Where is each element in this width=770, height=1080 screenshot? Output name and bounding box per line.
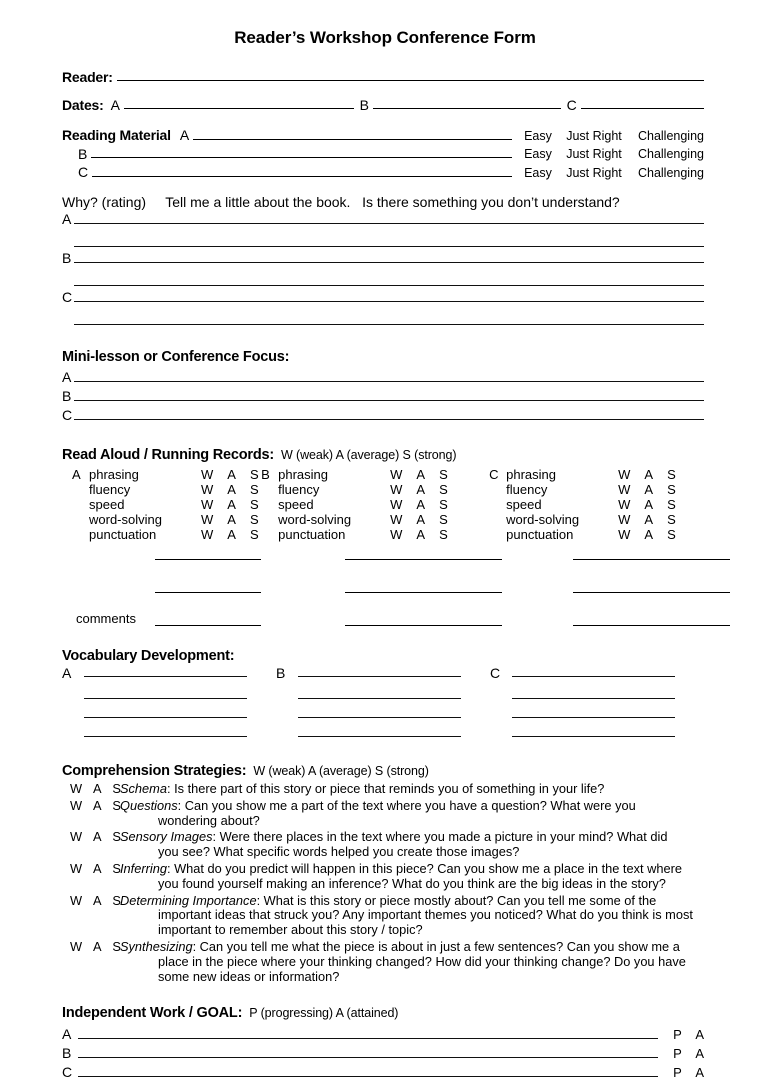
read-aloud-rating-was[interactable]: W A S bbox=[618, 482, 679, 498]
read-aloud-rating-was[interactable]: W A S bbox=[201, 527, 262, 543]
comprehension-strategy-question: What is this story or piece mostly about? Can you tell me some of the bbox=[260, 892, 657, 908]
vocabulary-input-line[interactable] bbox=[512, 697, 675, 699]
vocabulary-input-line[interactable] bbox=[512, 675, 675, 677]
vocabulary-input-line[interactable] bbox=[84, 697, 247, 699]
spacer bbox=[72, 497, 89, 512]
read-aloud-item bbox=[72, 497, 261, 512]
comprehension-strategy-name: Schema bbox=[120, 781, 167, 797]
option-challenging-b[interactable]: Challenging bbox=[637, 147, 704, 162]
reading-material-row-c bbox=[62, 165, 704, 180]
dates-input-line-b[interactable] bbox=[373, 107, 561, 109]
why-input-line-b1[interactable] bbox=[74, 261, 704, 263]
comprehension-strategy-synthesizing bbox=[62, 940, 704, 984]
read-aloud-comment-line[interactable] bbox=[345, 577, 502, 593]
spacer bbox=[155, 560, 261, 577]
why-row-c2 bbox=[62, 323, 704, 327]
reading-material-options-a bbox=[518, 129, 704, 143]
comprehension-strategy-question: Can you show me a part of the text where you have a question? What were you bbox=[181, 797, 636, 813]
vocabulary-column-c bbox=[490, 666, 704, 740]
read-aloud-rating-was[interactable]: W A S bbox=[618, 527, 679, 543]
why-input-line-b2[interactable] bbox=[74, 284, 704, 286]
why-input-line-c2[interactable] bbox=[74, 323, 704, 325]
option-easy-c[interactable]: Easy bbox=[524, 166, 552, 181]
read-aloud-columns bbox=[62, 467, 704, 626]
spacer bbox=[489, 512, 506, 527]
read-aloud-rating-was[interactable]: W A S bbox=[618, 467, 679, 483]
vocabulary-input-line[interactable] bbox=[84, 675, 247, 677]
vocabulary-extra-lines-b bbox=[276, 697, 490, 737]
vocabulary-input-line[interactable] bbox=[298, 716, 461, 718]
spacer bbox=[62, 226, 704, 245]
read-aloud-criterion-label: punctuation bbox=[278, 527, 346, 543]
mini-lesson-row-c bbox=[62, 408, 704, 422]
read-aloud-item bbox=[72, 482, 261, 497]
comprehension-rating-was[interactable]: W A S bbox=[70, 892, 123, 908]
read-aloud-comment-lines-b bbox=[261, 544, 489, 626]
option-just-right-a[interactable]: Just Right bbox=[566, 128, 622, 143]
comprehension-strategy-text bbox=[120, 782, 704, 797]
option-just-right-c[interactable]: Just Right bbox=[566, 166, 622, 181]
comprehension-strategy-colon: : bbox=[192, 939, 197, 955]
comprehension-strategy-sensory-images bbox=[62, 830, 704, 860]
read-aloud-comment-line[interactable] bbox=[155, 544, 261, 560]
read-aloud-heading: Read Aloud / Running Records bbox=[62, 447, 270, 464]
read-aloud-criterion-label: fluency bbox=[89, 482, 131, 498]
read-aloud-criterion-label: phrasing bbox=[89, 467, 139, 483]
mini-lesson-letter-c: C bbox=[62, 407, 73, 424]
vocabulary-letter-a: A bbox=[62, 665, 72, 682]
spacer bbox=[489, 527, 506, 542]
read-aloud-item bbox=[489, 527, 717, 542]
mini-lesson-input-line-a[interactable] bbox=[74, 380, 704, 382]
mini-lesson-input-line-b[interactable] bbox=[74, 399, 704, 401]
why-row-a1 bbox=[62, 212, 704, 226]
vocabulary-input-line[interactable] bbox=[512, 735, 675, 737]
reading-material-letter-c: C bbox=[78, 164, 89, 181]
spacer bbox=[62, 304, 704, 323]
comprehension-strategy-question-cont: you found yourself making an inference? What do you think are the big ideas in the story? bbox=[158, 875, 666, 891]
comprehension-rating-was[interactable]: W A S bbox=[70, 797, 123, 813]
independent-heading-colon: : bbox=[237, 1005, 243, 1022]
read-aloud-comment-line[interactable] bbox=[345, 610, 502, 626]
vocabulary-letter-b: B bbox=[276, 665, 286, 682]
vocabulary-extra-lines-a bbox=[62, 697, 276, 737]
read-aloud-criterion-label: fluency bbox=[278, 482, 320, 498]
read-aloud-heading-row bbox=[62, 446, 704, 464]
comprehension-strategy-question-cont: you see? What specific words helped you create those images? bbox=[158, 844, 520, 860]
why-letter-b: B bbox=[62, 250, 72, 267]
comprehension-strategy-text bbox=[120, 799, 704, 829]
independent-input-line-b[interactable] bbox=[78, 1056, 658, 1058]
vocabulary-heading: Vocabulary Development: bbox=[62, 648, 235, 665]
why-letter-c: C bbox=[62, 289, 73, 306]
comprehension-scale-legend: W (weak) A (average) S (strong) bbox=[253, 764, 429, 779]
reading-material-label: Reading Material bbox=[62, 127, 171, 143]
why-block-b bbox=[62, 251, 704, 288]
read-aloud-column-c bbox=[489, 467, 717, 626]
comprehension-strategy-text bbox=[120, 940, 704, 984]
read-aloud-item bbox=[489, 467, 717, 482]
read-aloud-criterion-label: fluency bbox=[506, 482, 548, 498]
spacer bbox=[72, 482, 89, 497]
vocabulary-extra-lines-c bbox=[490, 697, 704, 737]
comprehension-strategy-text bbox=[120, 862, 704, 892]
mini-lesson-row-b bbox=[62, 389, 704, 403]
comprehension-heading-row bbox=[62, 762, 704, 780]
vocabulary-input-line[interactable] bbox=[298, 697, 461, 699]
spacer bbox=[72, 512, 89, 527]
why-input-line-a1[interactable] bbox=[74, 222, 704, 224]
comprehension-strategy-name: Sensory Images bbox=[120, 829, 213, 845]
dates-letter-a: A bbox=[110, 97, 120, 113]
read-aloud-item bbox=[489, 482, 717, 497]
independent-letter-c: C bbox=[62, 1064, 73, 1080]
vocabulary-input-line[interactable] bbox=[84, 735, 247, 737]
vocabulary-row bbox=[490, 666, 704, 680]
comprehension-rating-was[interactable]: W A S bbox=[70, 939, 123, 955]
option-challenging-a[interactable]: Challenging bbox=[637, 128, 704, 143]
reader-label: Reader: bbox=[62, 69, 113, 85]
comprehension-strategy-name: Synthesizing bbox=[120, 939, 193, 955]
comprehension-strategy-text bbox=[120, 894, 704, 938]
read-aloud-section bbox=[62, 446, 704, 626]
independent-heading-row bbox=[62, 1004, 704, 1022]
why-row-b2 bbox=[62, 284, 704, 288]
read-aloud-column-letter-c: C bbox=[489, 467, 499, 483]
option-just-right-b[interactable]: Just Right bbox=[566, 147, 622, 162]
comprehension-heading: Comprehension Strategies bbox=[62, 763, 242, 780]
read-aloud-comments-label: comments bbox=[76, 611, 136, 627]
dates-field-row bbox=[62, 98, 704, 112]
comprehension-rating-was[interactable]: W A S bbox=[70, 829, 123, 845]
independent-input-line-c[interactable] bbox=[78, 1075, 658, 1077]
why-letter-a: A bbox=[62, 211, 72, 228]
mini-lesson-input-line-c[interactable] bbox=[74, 418, 704, 420]
page-title: Reader’s Workshop Conference Form bbox=[234, 28, 536, 47]
spacer bbox=[62, 265, 704, 284]
spacer bbox=[573, 593, 717, 610]
comprehension-strategy-question-cont: important ideas that struck you? Any important themes you noticed? What do you think is most important to remember about this story / topic? bbox=[158, 907, 693, 938]
spacer bbox=[489, 497, 506, 512]
mini-lesson-letter-a: A bbox=[62, 369, 72, 386]
read-aloud-item bbox=[261, 482, 489, 497]
independent-input-line-a[interactable] bbox=[78, 1037, 658, 1039]
independent-letter-a: A bbox=[62, 1026, 72, 1043]
comprehension-strategy-question-cont: wondering about? bbox=[158, 812, 260, 828]
spacer bbox=[155, 593, 261, 610]
spacer bbox=[261, 512, 278, 527]
spacer bbox=[261, 497, 278, 512]
read-aloud-column-a bbox=[62, 467, 261, 626]
read-aloud-item bbox=[72, 467, 261, 482]
read-aloud-comment-line[interactable] bbox=[155, 577, 261, 593]
read-aloud-item bbox=[261, 497, 489, 512]
read-aloud-comment-line[interactable] bbox=[155, 610, 261, 626]
comprehension-strategy-question: What do you predict will happen in this piece? Can you show me a place in the text where bbox=[170, 861, 682, 877]
comprehension-heading-colon: : bbox=[241, 763, 247, 780]
comprehension-strategy-colon: : bbox=[256, 892, 261, 908]
read-aloud-rating-was[interactable]: W A S bbox=[201, 512, 262, 528]
read-aloud-rating-was[interactable]: W A S bbox=[201, 467, 262, 483]
spacer bbox=[345, 560, 489, 577]
read-aloud-column-letter-a: A bbox=[72, 467, 81, 483]
reading-material-options-c bbox=[518, 166, 704, 180]
read-aloud-item bbox=[489, 512, 717, 527]
independent-rating-pa-b[interactable]: P A bbox=[673, 1046, 704, 1062]
reading-material-input-line-a[interactable] bbox=[193, 138, 512, 140]
comprehension-strategy-colon: : bbox=[166, 781, 171, 797]
read-aloud-criterion-label: speed bbox=[278, 497, 314, 513]
independent-rating-pa-c[interactable]: P A bbox=[673, 1065, 704, 1080]
option-easy-a[interactable]: Easy bbox=[524, 128, 552, 143]
comprehension-strategy-colon: : bbox=[177, 797, 182, 813]
spacer bbox=[573, 560, 717, 577]
independent-work-section bbox=[62, 1004, 704, 1079]
read-aloud-rating-was[interactable]: W A S bbox=[618, 512, 679, 528]
read-aloud-comments-row-a bbox=[72, 544, 261, 626]
mini-lesson-row-a bbox=[62, 370, 704, 384]
mini-lesson-section bbox=[62, 349, 704, 422]
reading-material-input-line-c[interactable] bbox=[92, 175, 512, 177]
comprehension-strategy-inferring bbox=[62, 862, 704, 892]
reading-material-row-b bbox=[62, 147, 704, 162]
dates-input-line-c[interactable] bbox=[581, 107, 704, 109]
reader-input-line[interactable] bbox=[117, 79, 704, 81]
comprehension-section bbox=[62, 762, 704, 984]
reading-material-row-a bbox=[62, 128, 704, 143]
vocabulary-column-b bbox=[276, 666, 490, 740]
read-aloud-rating-was[interactable]: W A S bbox=[390, 467, 451, 483]
option-challenging-c[interactable]: Challenging bbox=[637, 166, 704, 181]
read-aloud-scale-legend: W (weak) A (average) S (strong) bbox=[280, 448, 457, 463]
vocabulary-section bbox=[62, 648, 704, 740]
why-input-line-c1[interactable] bbox=[74, 300, 704, 302]
independent-row-a bbox=[62, 1027, 704, 1041]
read-aloud-criterion-label: speed bbox=[89, 497, 125, 513]
read-aloud-column-letter-b: B bbox=[261, 467, 270, 483]
comprehension-rating-was[interactable]: W A S bbox=[70, 781, 123, 797]
dates-input-line-a[interactable] bbox=[124, 107, 354, 109]
why-row-c1 bbox=[62, 290, 704, 304]
read-aloud-criterion-label: word-solving bbox=[506, 512, 580, 528]
vocabulary-columns bbox=[62, 666, 704, 740]
read-aloud-comment-line[interactable] bbox=[573, 577, 730, 593]
comprehension-strategy-name: Questions bbox=[120, 797, 178, 813]
spacer bbox=[489, 482, 506, 497]
comprehension-strategy-schema bbox=[62, 782, 704, 797]
reading-material-letter-b: B bbox=[78, 145, 88, 162]
reader-field-row bbox=[62, 70, 704, 84]
independent-row-c bbox=[62, 1065, 704, 1079]
mini-lesson-letter-b: B bbox=[62, 388, 72, 405]
comprehension-rating-was[interactable]: W A S bbox=[70, 861, 123, 877]
reading-material-input-line-b[interactable] bbox=[91, 156, 512, 158]
dates-label: Dates: bbox=[62, 97, 104, 113]
vocabulary-letter-c: C bbox=[490, 665, 501, 682]
comprehension-strategy-text bbox=[120, 830, 704, 860]
why-block-a bbox=[62, 212, 704, 249]
read-aloud-criterion-label: phrasing bbox=[278, 467, 328, 483]
why-rating-section bbox=[62, 194, 704, 327]
why-row-a2 bbox=[62, 245, 704, 249]
reading-material-letter-a: A bbox=[179, 127, 190, 143]
spacer bbox=[261, 482, 278, 497]
read-aloud-item bbox=[72, 527, 261, 542]
read-aloud-rating-was[interactable]: W A S bbox=[390, 482, 451, 498]
read-aloud-criterion-label: word-solving bbox=[89, 512, 162, 528]
comprehension-strategy-colon: : bbox=[166, 861, 171, 877]
vocabulary-input-line[interactable] bbox=[298, 675, 461, 677]
spacer bbox=[72, 527, 89, 542]
vocabulary-row bbox=[62, 666, 276, 680]
read-aloud-rating-was[interactable]: W A S bbox=[390, 527, 451, 543]
comprehension-strategy-question: Can you tell me what the piece is about in just a few sentences? Can you show me a bbox=[196, 939, 680, 955]
read-aloud-item bbox=[261, 527, 489, 542]
spacer bbox=[345, 593, 489, 610]
reading-material-options-b bbox=[518, 147, 704, 161]
read-aloud-item bbox=[489, 497, 717, 512]
vocabulary-row bbox=[276, 666, 490, 680]
read-aloud-criterion-label: word-solving bbox=[278, 512, 352, 528]
comprehension-strategy-name: Inferring bbox=[120, 861, 167, 877]
reading-material-section bbox=[62, 128, 704, 180]
why-row-b1 bbox=[62, 251, 704, 265]
dates-segment-c bbox=[561, 98, 704, 112]
independent-letter-b: B bbox=[62, 1045, 72, 1062]
read-aloud-rating-was[interactable]: W A S bbox=[201, 482, 262, 498]
read-aloud-criterion-label: punctuation bbox=[506, 527, 574, 543]
read-aloud-criterion-label: punctuation bbox=[89, 527, 157, 543]
independent-rating-pa-a[interactable]: P A bbox=[673, 1027, 704, 1043]
read-aloud-criterion-label: speed bbox=[506, 497, 542, 513]
read-aloud-comment-line[interactable] bbox=[573, 544, 730, 560]
vocabulary-input-line[interactable] bbox=[512, 716, 675, 718]
read-aloud-column-b bbox=[261, 467, 489, 626]
comprehension-strategy-questions bbox=[62, 799, 704, 829]
dates-segment-b bbox=[354, 98, 561, 112]
comprehension-strategy-determining-importance bbox=[62, 894, 704, 938]
read-aloud-comment-lines-a bbox=[155, 544, 261, 626]
read-aloud-heading-colon: : bbox=[269, 447, 274, 464]
document-page bbox=[0, 28, 770, 1080]
read-aloud-comment-line[interactable] bbox=[345, 544, 502, 560]
read-aloud-rating-was[interactable]: W A S bbox=[618, 497, 679, 513]
read-aloud-item bbox=[261, 467, 489, 482]
read-aloud-comment-line[interactable] bbox=[573, 610, 730, 626]
vocabulary-input-line[interactable] bbox=[84, 716, 247, 718]
vocabulary-column-a bbox=[62, 666, 276, 740]
independent-heading: Independent Work / GOAL bbox=[62, 1005, 238, 1022]
why-rating-prompt: Why? (rating) Tell me a little about the book. Is there something you don’t understand? bbox=[62, 194, 620, 211]
dates-segment-a bbox=[104, 98, 354, 112]
read-aloud-comment-lines-c bbox=[489, 544, 717, 626]
vocabulary-input-line[interactable] bbox=[298, 735, 461, 737]
comprehension-strategy-question-cont: place in the piece where your thinking changed? How did your thinking change? Do you have some new ideas or information? bbox=[158, 953, 686, 984]
dates-letter-c: C bbox=[566, 97, 577, 113]
why-block-c bbox=[62, 290, 704, 327]
read-aloud-rating-was[interactable]: W A S bbox=[390, 497, 451, 513]
read-aloud-item bbox=[261, 512, 489, 527]
comprehension-strategy-question: Were there places in the text where you made a picture in your mind? What did bbox=[216, 829, 668, 845]
comprehension-strategy-question: Is there part of this story or piece that reminds you of something in your life? bbox=[170, 781, 605, 797]
independent-scale-legend: P (progressing) A (attained) bbox=[249, 1006, 399, 1021]
read-aloud-criterion-label: phrasing bbox=[506, 467, 556, 483]
mini-lesson-heading: Mini-lesson or Conference Focus: bbox=[62, 349, 290, 366]
read-aloud-rating-was[interactable]: W A S bbox=[201, 497, 262, 513]
comprehension-strategy-colon: : bbox=[212, 829, 217, 845]
read-aloud-item bbox=[72, 512, 261, 527]
independent-row-b bbox=[62, 1046, 704, 1060]
why-input-line-a2[interactable] bbox=[74, 245, 704, 247]
read-aloud-rating-was[interactable]: W A S bbox=[390, 512, 451, 528]
dates-letter-b: B bbox=[359, 97, 369, 113]
spacer bbox=[261, 527, 278, 542]
comprehension-strategy-name: Determining Importance bbox=[120, 892, 257, 908]
option-easy-b[interactable]: Easy bbox=[524, 147, 552, 162]
